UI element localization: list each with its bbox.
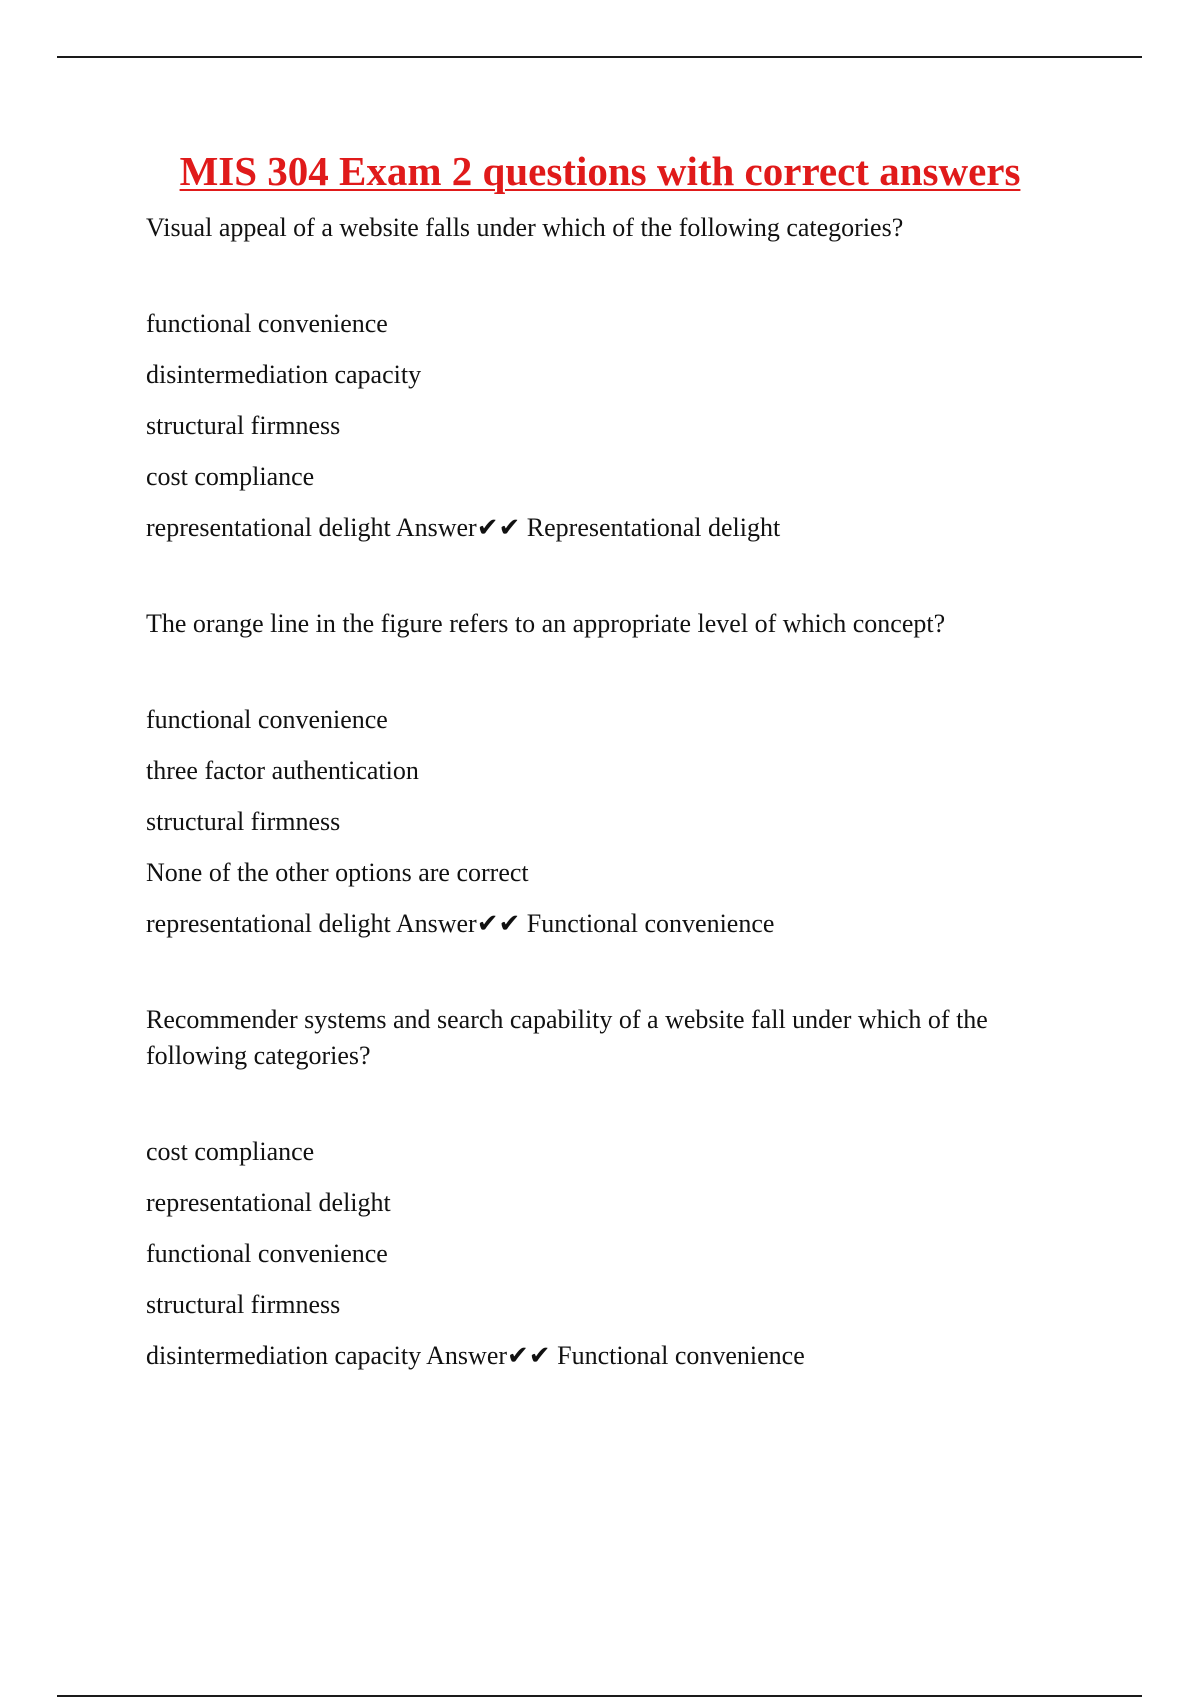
option: disintermediation capacity — [146, 360, 422, 389]
option-with-answer — [146, 906, 1076, 942]
options-list-2 — [146, 702, 1076, 942]
question-block-3 — [146, 1002, 1076, 1374]
option-with-answer — [146, 510, 1076, 546]
option-with-answer — [146, 1338, 1076, 1374]
answer-text: Functional convenience — [526, 909, 775, 938]
option: representational delight — [146, 513, 391, 542]
page-title: MIS 304 Exam 2 questions with correct answers — [179, 148, 1021, 194]
answer-text: Functional convenience — [557, 1341, 805, 1370]
option: functional convenience — [146, 1239, 388, 1268]
option: functional convenience — [146, 309, 388, 338]
option: structural firmness — [146, 807, 341, 836]
option: disintermediation capacity — [146, 1341, 422, 1370]
option: structural firmness — [146, 411, 341, 440]
top-rule — [57, 56, 1142, 58]
answer-label: Answer✔✔ — [426, 1341, 551, 1370]
page-content — [146, 145, 1076, 1374]
question-text-3: Recommender systems and search capability of a website fall under which of the following categories? — [146, 1005, 988, 1070]
option: representational delight — [146, 909, 391, 938]
answer-label: Answer✔✔ — [395, 513, 521, 542]
question-block-1 — [146, 210, 1076, 546]
question-text-1: Visual appeal of a website falls under which of the following categories? — [146, 213, 904, 242]
option: functional convenience — [146, 705, 388, 734]
bottom-rule — [57, 1695, 1142, 1697]
question-block-2 — [146, 606, 1076, 942]
option: three factor authentication — [146, 756, 419, 785]
option: structural firmness — [146, 1290, 341, 1319]
option: cost compliance — [146, 462, 315, 491]
answer-text: Representational delight — [526, 513, 781, 542]
answer-label: Answer✔✔ — [395, 909, 521, 938]
option: representational delight — [146, 1188, 391, 1217]
option: cost compliance — [146, 1137, 315, 1166]
option: None of the other options are correct — [146, 858, 529, 887]
question-text-2: The orange line in the figure refers to an appropriate level of which concept? — [146, 609, 946, 638]
options-list-1 — [146, 306, 1076, 546]
options-list-3 — [146, 1134, 1076, 1374]
